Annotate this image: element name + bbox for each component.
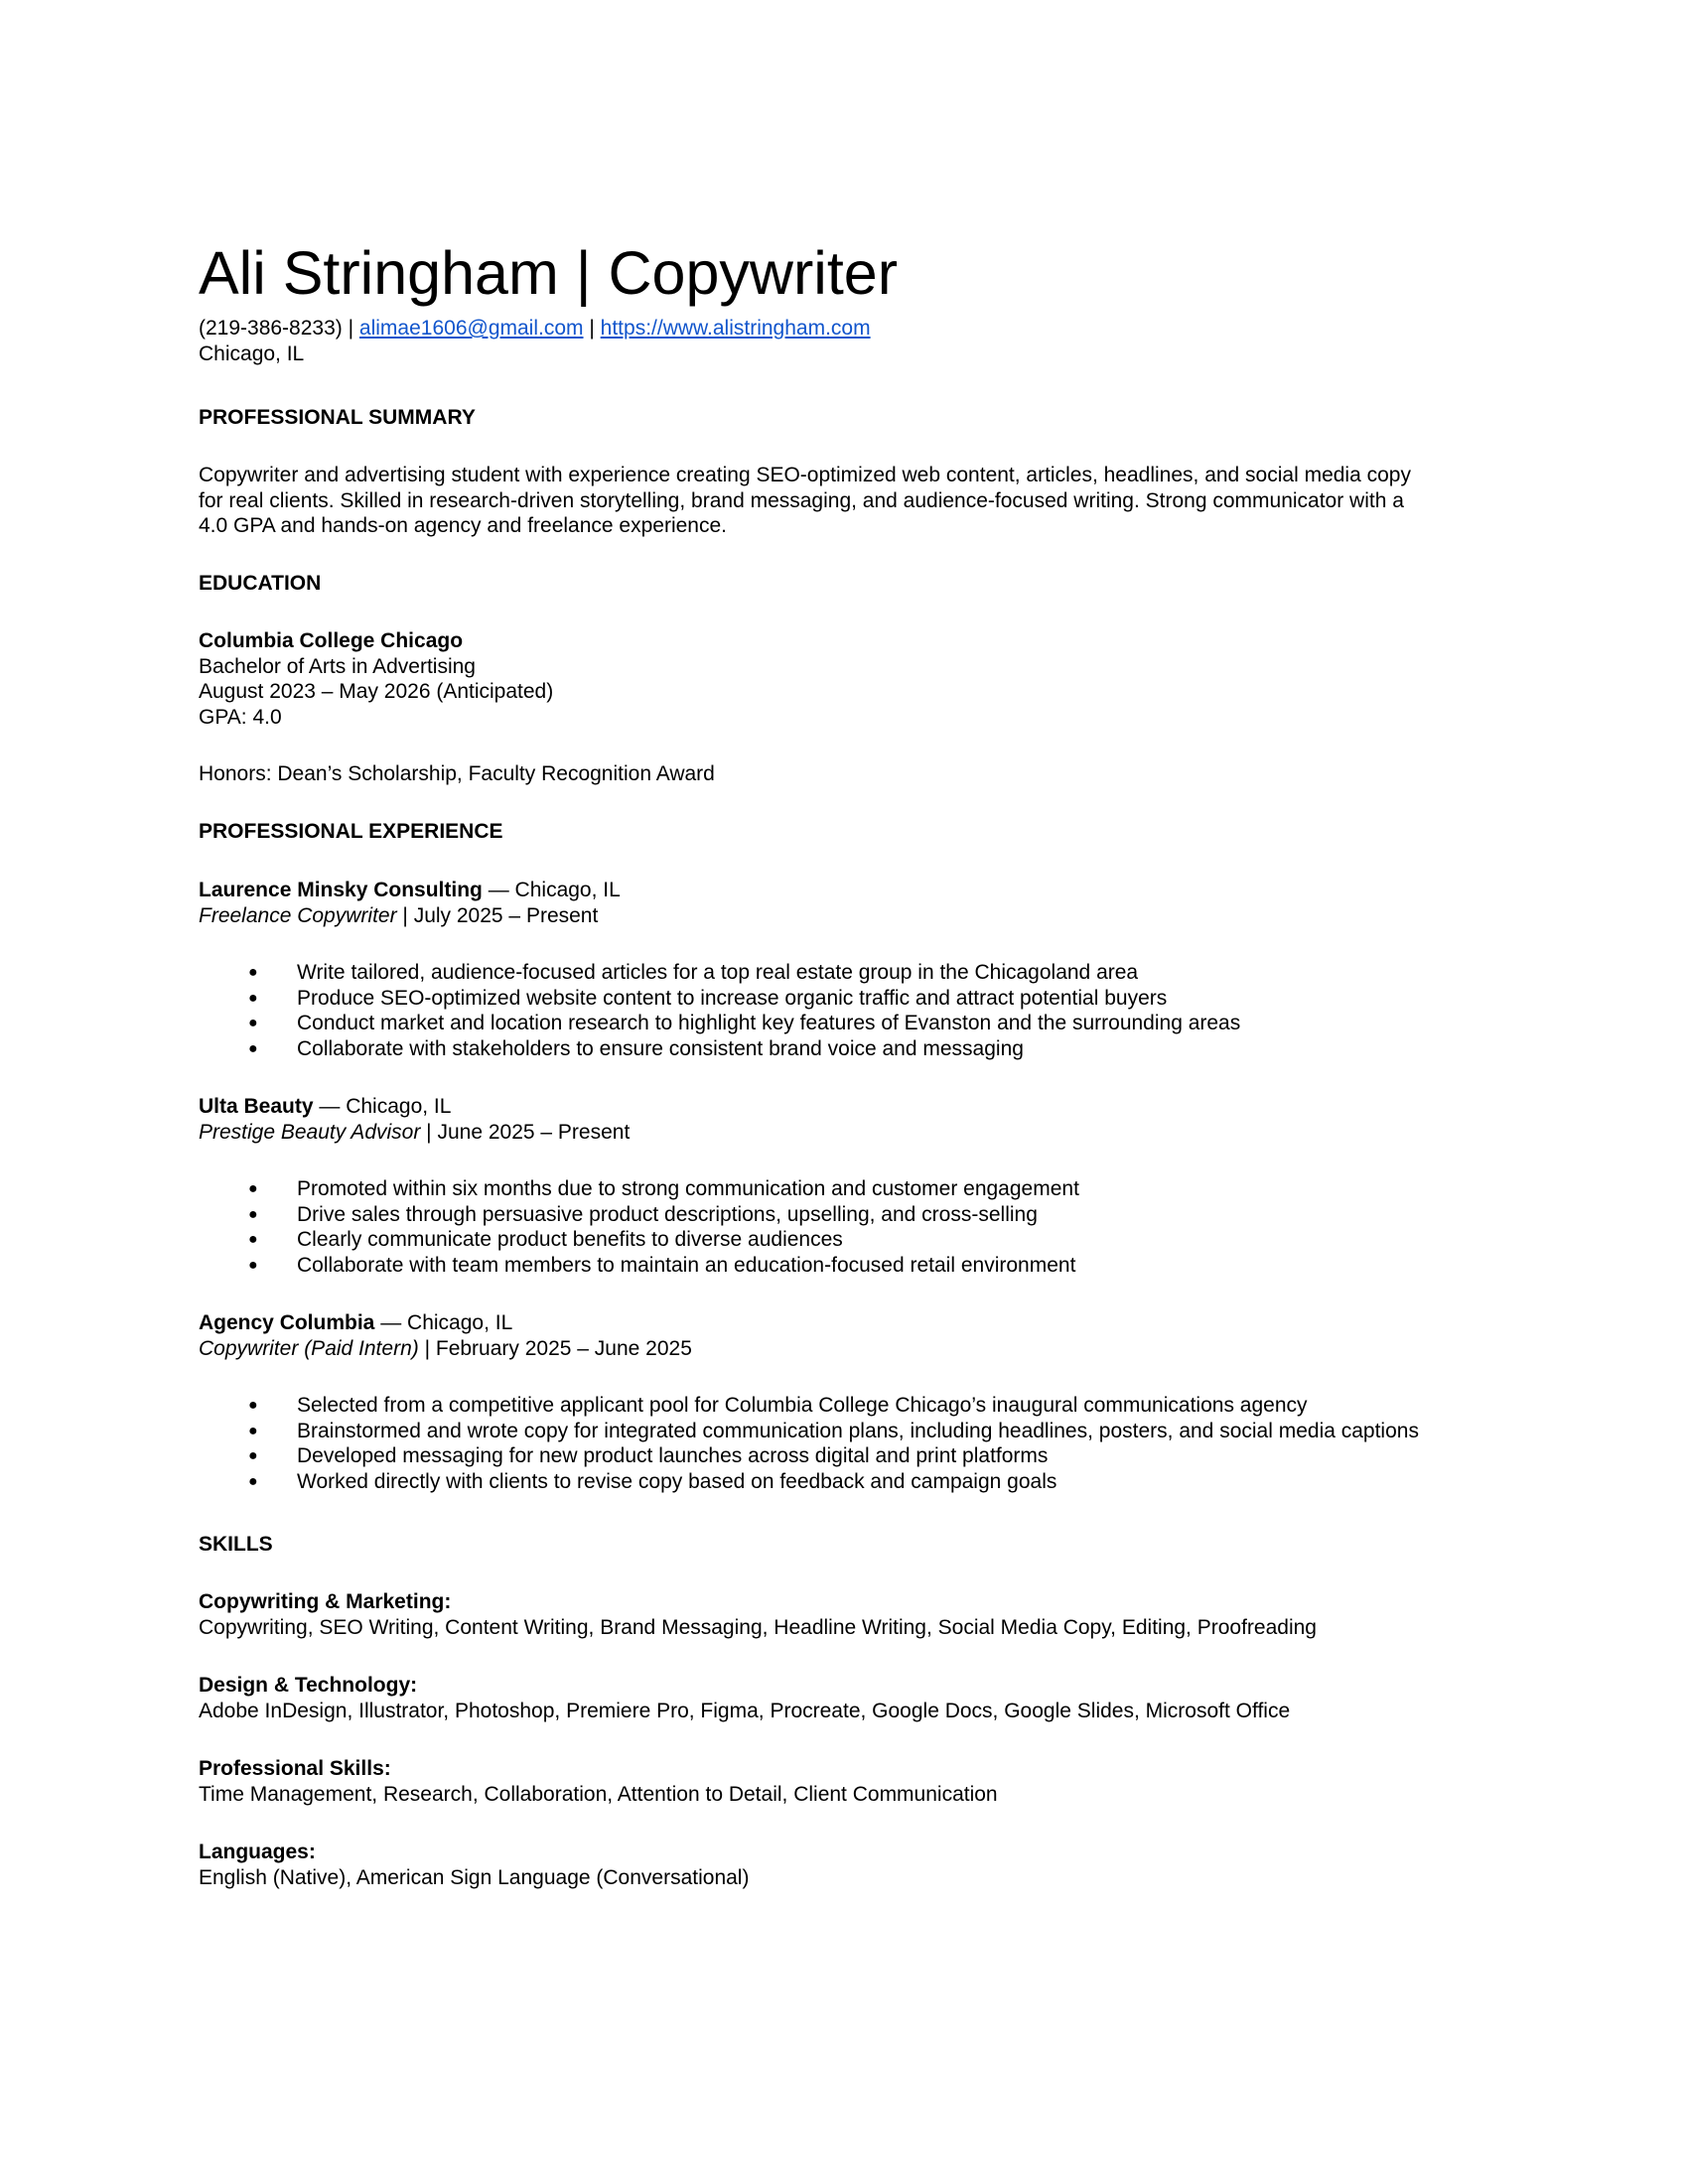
job-bullets <box>199 1393 1419 1494</box>
skill-group <box>199 1589 1317 1640</box>
contact-block <box>199 316 871 366</box>
skills-heading: SKILLS <box>199 1533 273 1556</box>
degree: Bachelor of Arts in Advertising <box>199 654 476 678</box>
job-entry <box>199 878 621 928</box>
job-role: Copywriter (Paid Intern) <box>199 1336 419 1360</box>
bullet-icon: ● <box>248 1180 258 1197</box>
bullet-icon: ● <box>248 1231 258 1248</box>
experience-heading: PROFESSIONAL EXPERIENCE <box>199 820 503 843</box>
bullet-icon: ● <box>248 1015 258 1031</box>
bullet-icon: ● <box>248 1447 258 1464</box>
job-dates: | June 2025 – Present <box>420 1120 631 1144</box>
job-location: — Chicago, IL <box>313 1095 452 1118</box>
summary-line: for real clients. Skilled in research-driven storytelling, brand messaging, and audience-focused writing. Strong communicator with a <box>199 488 1404 512</box>
skill-group <box>199 1756 998 1807</box>
job-dates: | February 2025 – June 2025 <box>418 1336 692 1360</box>
skill-group-items: Adobe InDesign, Illustrator, Photoshop, Premiere Pro, Figma, Procreate, Google Docs, Google Slides, Microsoft Office <box>199 1699 1291 1722</box>
job-entry <box>199 1310 692 1361</box>
bullet-icon: ● <box>248 1205 258 1223</box>
email-link[interactable]: alimae1606@gmail.com <box>358 317 584 340</box>
bullet-text: Promoted within six months due to strong communication and customer engagement <box>297 1177 1079 1200</box>
gpa: GPA: 4.0 <box>199 705 282 729</box>
list-item <box>199 1393 1419 1419</box>
website-link[interactable]: https://www.alistringham.com <box>600 317 871 340</box>
bullet-icon: ● <box>248 964 258 981</box>
job-bullets <box>199 1176 1079 1278</box>
job-location: — Chicago, IL <box>374 1311 513 1334</box>
job-title-line <box>199 1310 692 1336</box>
skill-group-items: English (Native), American Sign Language (Conversational) <box>199 1865 750 1889</box>
education-heading: EDUCATION <box>199 572 322 595</box>
summary-text <box>199 463 1489 539</box>
company-name: Ulta Beauty <box>199 1095 314 1118</box>
education-block <box>199 628 553 730</box>
skill-group <box>199 1840 749 1890</box>
bullet-text: Collaborate with team members to maintain an education-focused retail environment <box>297 1253 1076 1277</box>
separator: | <box>348 317 354 340</box>
bullet-text: Collaborate with stakeholders to ensure consistent brand voice and messaging <box>297 1036 1024 1060</box>
education-dates: August 2023 – May 2026 (Anticipated) <box>199 680 554 703</box>
contact-line <box>199 316 871 341</box>
job-title-line <box>199 1094 630 1120</box>
job-role-line <box>199 1120 630 1146</box>
bullet-text: Brainstormed and wrote copy for integrated communication plans, including headlines, posters, and social media captions <box>297 1419 1419 1442</box>
list-item <box>199 1469 1419 1495</box>
summary-heading: PROFESSIONAL SUMMARY <box>199 406 476 429</box>
bullet-text: Drive sales through persuasive product descriptions, upselling, and cross-selling <box>297 1202 1038 1226</box>
bullet-text: Clearly communicate product benefits to diverse audiences <box>297 1228 843 1251</box>
list-item <box>199 1443 1419 1469</box>
bullet-icon: ● <box>248 989 258 1007</box>
skill-group <box>199 1673 1290 1723</box>
bullet-icon: ● <box>248 1397 258 1414</box>
job-role: Prestige Beauty Advisor <box>199 1120 421 1144</box>
job-location: — Chicago, IL <box>482 879 621 901</box>
skill-group-label: Languages: <box>199 1841 316 1863</box>
job-entry <box>199 1094 630 1145</box>
phone-number: (219-386-8233) <box>199 317 343 340</box>
separator: | <box>589 317 595 340</box>
summary-line: Copywriter and advertising student with experience creating SEO-optimized web content, articles, headlines, and social media copy <box>199 464 1411 486</box>
bullet-text: Conduct market and location research to highlight key features of Evanston and the surrounding areas <box>297 1012 1241 1034</box>
school-name: Columbia College Chicago <box>199 629 464 652</box>
skill-group-label: Professional Skills: <box>199 1757 391 1780</box>
list-item <box>199 960 1240 986</box>
list-item <box>199 1176 1079 1202</box>
skill-group-items: Copywriting, SEO Writing, Content Writing, Brand Messaging, Headline Writing, Social Media Copy, Editing, Proofreading <box>199 1615 1317 1639</box>
bullet-icon: ● <box>248 1039 258 1057</box>
honors: Honors: Dean’s Scholarship, Faculty Recognition Award <box>199 762 715 785</box>
list-item <box>199 1036 1240 1062</box>
list-item <box>199 1011 1240 1036</box>
list-item <box>199 1253 1079 1279</box>
bullet-text: Produce SEO-optimized website content to increase organic traffic and attract potential buyers <box>297 986 1168 1010</box>
list-item <box>199 1419 1419 1444</box>
summary-line: 4.0 GPA and hands-on agency and freelance experience. <box>199 514 727 537</box>
location: Chicago, IL <box>199 341 305 365</box>
job-dates: | July 2025 – Present <box>396 903 599 927</box>
job-role: Freelance Copywriter <box>199 903 397 927</box>
bullet-text: Selected from a competitive applicant pool for Columbia College Chicago’s inaugural communications agency <box>297 1394 1308 1417</box>
bullet-icon: ● <box>248 1472 258 1490</box>
list-item <box>199 986 1240 1012</box>
bullet-icon: ● <box>248 1256 258 1274</box>
bullet-text: Developed messaging for new product launches across digital and print platforms <box>297 1444 1049 1467</box>
bullet-text: Worked directly with clients to revise copy based on feedback and campaign goals <box>297 1469 1057 1493</box>
list-item <box>199 1227 1079 1253</box>
job-title-line <box>199 878 621 903</box>
skill-group-label: Design & Technology: <box>199 1674 418 1697</box>
bullet-text: Write tailored, audience-focused articles for a top real estate group in the Chicagoland area <box>297 961 1139 984</box>
job-role-line <box>199 903 621 929</box>
skill-group-items: Time Management, Research, Collaboration, Attention to Detail, Client Communication <box>199 1782 998 1806</box>
company-name: Agency Columbia <box>199 1311 375 1334</box>
resume-title: Ali Stringham | Copywriter <box>199 239 899 307</box>
job-role-line <box>199 1336 692 1362</box>
bullet-icon: ● <box>248 1422 258 1439</box>
skill-group-label: Copywriting & Marketing: <box>199 1590 452 1613</box>
company-name: Laurence Minsky Consulting <box>199 879 483 901</box>
job-bullets <box>199 960 1240 1061</box>
list-item <box>199 1202 1079 1228</box>
